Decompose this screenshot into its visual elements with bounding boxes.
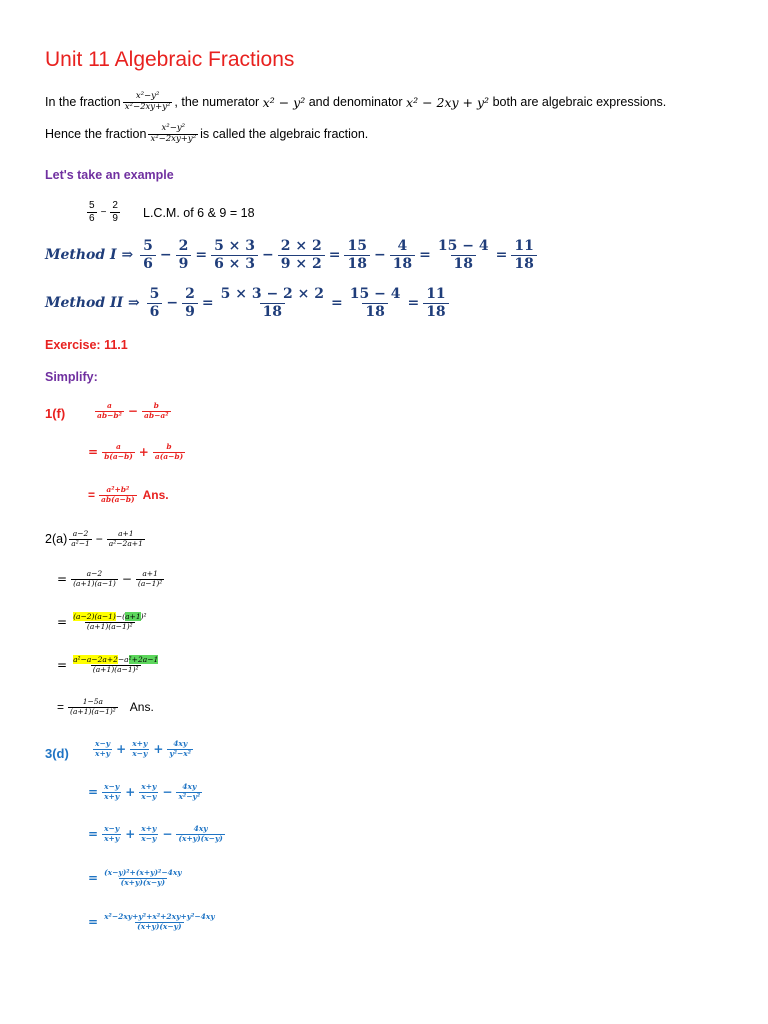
q2a-step-2	[57, 570, 166, 588]
q2a-step-3	[57, 613, 151, 631]
fraction	[107, 530, 145, 548]
denominator: 9	[182, 303, 198, 321]
fraction	[182, 286, 198, 321]
denominator: 18	[423, 303, 448, 321]
denominator: ab−b²	[97, 410, 122, 420]
numerator: 2 × 2	[280, 238, 322, 254]
numerator: x−y	[104, 782, 120, 791]
fraction	[344, 238, 369, 273]
method-2	[45, 286, 451, 321]
denominator: x+y	[104, 833, 120, 843]
operator: =	[57, 572, 68, 587]
q3d-step-1	[91, 740, 195, 758]
q2a-step-4	[57, 656, 162, 674]
numerator: 1−5a	[82, 697, 104, 706]
operator: −	[162, 785, 173, 800]
operator: =	[57, 700, 65, 715]
numerator: a²−a−2a+2−a²+2a−1	[73, 655, 159, 664]
denominator: a(a−b)	[154, 451, 184, 461]
fraction	[142, 402, 171, 420]
fraction	[390, 238, 415, 273]
operator: =	[88, 915, 99, 930]
question-label: 1(f)	[45, 406, 66, 421]
operator: =	[201, 295, 214, 312]
denominator: (x+y)(x−y)	[120, 877, 166, 887]
numerator: 15 − 4	[437, 238, 489, 254]
numerator: 4xy	[193, 824, 208, 833]
denominator: 18	[260, 303, 285, 321]
denominator: 9	[176, 255, 192, 273]
operator: =	[407, 295, 420, 312]
fraction	[139, 783, 158, 801]
intro-text: , the numerator	[174, 95, 260, 110]
fraction	[176, 238, 192, 273]
q3d-step-4	[88, 869, 186, 887]
fraction	[435, 238, 492, 273]
denominator: ab−a²	[143, 410, 169, 420]
denominator: x−y	[141, 791, 157, 801]
denominator: x−y	[132, 748, 148, 758]
denominator: a²−1	[71, 538, 90, 548]
operator: −	[127, 404, 138, 419]
intro-line-1	[45, 92, 666, 113]
operator: −	[162, 827, 173, 842]
fraction	[99, 486, 137, 504]
operator: −	[100, 206, 107, 218]
q2a-step-5	[57, 698, 154, 716]
denominator-expression: x² − 2xy + y²	[406, 94, 490, 110]
operator: +	[153, 742, 164, 757]
numerator: 5 × 3 − 2 × 2	[220, 286, 325, 302]
operator: +	[125, 827, 136, 842]
fraction	[423, 286, 448, 321]
fraction	[147, 286, 163, 321]
fraction	[511, 238, 536, 273]
fraction	[167, 740, 193, 758]
numerator: a−2	[72, 529, 89, 538]
denominator: 18	[362, 303, 387, 321]
denominator: 18	[511, 255, 536, 273]
denominator: b(a−b)	[104, 451, 133, 461]
denominator: (a+1)(a−1)²	[92, 664, 139, 674]
fraction	[69, 530, 92, 548]
numerator: 11	[426, 286, 446, 302]
operator: −	[159, 247, 172, 264]
fraction	[102, 913, 217, 931]
numerator: x²−2xy+y²+x²+2xy+y²−4xy	[104, 912, 215, 921]
fraction	[140, 238, 156, 273]
denominator: x²−2xy+y²	[124, 101, 171, 112]
fraction	[71, 656, 160, 674]
fraction	[176, 825, 224, 843]
operator: −	[373, 247, 386, 264]
numerator-expression: x² − y²	[262, 94, 306, 110]
fraction	[71, 570, 118, 588]
numerator: x−y	[104, 824, 120, 833]
numerator: a+1	[142, 569, 158, 578]
numerator: 5 × 3	[214, 238, 256, 254]
fraction	[218, 286, 327, 321]
denominator: (x+y)(x−y)	[178, 833, 223, 843]
q2a-step-1	[45, 530, 147, 548]
fraction	[176, 783, 202, 801]
numerator: x²−y²	[135, 91, 160, 101]
operator: −	[121, 572, 132, 587]
denominator: 6 × 3	[211, 255, 258, 273]
numerator: b	[153, 401, 159, 410]
operator: −	[95, 532, 103, 547]
question-label: 2(a)	[45, 532, 68, 547]
lcm-note: L.C.M. of 6 & 9 = 18	[143, 206, 255, 220]
fraction	[102, 443, 135, 461]
fraction	[95, 402, 124, 420]
denominator: x+y	[104, 791, 120, 801]
intro-text: In the fraction	[45, 95, 121, 110]
simplify-heading: Simplify:	[45, 370, 98, 384]
answer-label: Ans.	[142, 488, 169, 503]
operator: =	[328, 247, 341, 264]
fraction	[130, 740, 149, 758]
operator: −	[166, 295, 179, 312]
numerator: 2	[185, 286, 195, 302]
q3d-step-5	[88, 913, 219, 931]
numerator: (a−2)(a−1)−(a+1)²	[73, 612, 147, 621]
numerator: 2	[112, 200, 118, 211]
fraction	[153, 443, 185, 461]
operator: +	[116, 742, 127, 757]
numerator: x−y	[95, 739, 111, 748]
fraction	[71, 613, 148, 631]
numerator: x+y	[141, 782, 157, 791]
q3d-step-2	[88, 783, 204, 801]
fraction	[347, 286, 404, 321]
denominator: 6	[147, 303, 163, 321]
operator: =	[57, 615, 68, 630]
numerator: 4xy	[182, 782, 197, 791]
fraction	[102, 869, 184, 887]
operator: =	[88, 445, 99, 460]
denominator: (a+1)(a−1)²	[86, 621, 133, 631]
denominator: 9 × 2	[278, 255, 325, 273]
denominator: (x+y)(x−y)	[137, 921, 182, 931]
q1f-step-2	[88, 443, 187, 461]
numerator: 4	[397, 238, 408, 254]
numerator: a	[115, 442, 121, 451]
fraction	[102, 783, 121, 801]
answer-label: Ans.	[129, 700, 154, 715]
operator: =	[88, 871, 99, 886]
numerator: x+y	[141, 824, 157, 833]
fraction	[87, 200, 97, 224]
operator: −	[262, 247, 274, 264]
denominator: (a+1)(a−1)²	[70, 706, 116, 716]
operator: =	[495, 247, 508, 264]
intro-text: and denominator	[308, 95, 403, 110]
numerator: 4xy	[173, 739, 188, 748]
q3d-step-3	[88, 825, 227, 843]
fraction	[278, 238, 325, 273]
operator: =	[88, 488, 96, 503]
denominator: x²−y²	[178, 791, 201, 801]
intro-text: is called the algebraic fraction.	[200, 127, 369, 142]
operator: =	[419, 247, 431, 264]
example-heading: Let's take an example	[45, 168, 174, 182]
fraction	[211, 238, 258, 273]
numerator: 5	[149, 286, 160, 302]
numerator: a²+b²	[106, 485, 130, 494]
denominator: x²−2xy+y²	[150, 133, 197, 144]
operator: =	[88, 827, 99, 842]
numerator: 5	[143, 238, 153, 254]
numerator: 5	[89, 200, 95, 211]
numerator: x+y	[132, 739, 148, 748]
denominator: y²−x²	[169, 748, 192, 758]
fraction	[139, 825, 158, 843]
operator: =	[57, 658, 68, 673]
numerator: 15 − 4	[349, 286, 401, 302]
denominator: a²−2a+1	[108, 538, 143, 548]
denominator: 9	[112, 212, 118, 224]
denominator: 18	[451, 255, 476, 273]
question-label: 3(d)	[45, 746, 69, 761]
denominator: 6	[140, 255, 156, 273]
method-1	[45, 238, 539, 273]
operator: +	[125, 785, 136, 800]
operator: =	[331, 295, 343, 312]
denominator: (a+1)(a−1)	[73, 578, 116, 588]
numerator: 11	[514, 238, 534, 254]
denominator: 6	[89, 212, 95, 224]
page-title: Unit 11 Algebraic Fractions	[45, 48, 295, 71]
numerator: (x−y)²+(x+y)²−4xy	[104, 868, 182, 877]
intro-line-2	[45, 124, 368, 145]
numerator: a+1	[118, 529, 134, 538]
fraction	[68, 698, 118, 716]
operator: =	[88, 785, 99, 800]
denominator: ab(a−b)	[101, 494, 135, 504]
exercise-heading: Exercise: 11.1	[45, 338, 128, 352]
q1f-step-3	[88, 486, 169, 504]
numerator: a	[107, 401, 112, 410]
denominator: x+y	[95, 748, 111, 758]
operator: +	[138, 445, 149, 460]
method-label: Method II ⇒	[45, 295, 140, 312]
numerator: a−2	[86, 569, 103, 578]
fraction	[110, 200, 120, 224]
fraction	[102, 825, 121, 843]
denominator: (a−1)²	[137, 578, 163, 588]
q1f-step-1	[93, 402, 173, 420]
method-label: Method I ⇒	[45, 247, 134, 264]
numerator: 2	[178, 238, 189, 254]
denominator: 18	[390, 255, 415, 273]
numerator: 15	[347, 238, 367, 254]
denominator: x−y	[141, 833, 157, 843]
fraction	[136, 570, 164, 588]
numerator: x²−y²	[161, 123, 186, 133]
fraction	[93, 740, 112, 758]
numerator: b	[166, 442, 172, 451]
denominator: 18	[344, 255, 369, 273]
operator: =	[195, 247, 208, 264]
fraction	[123, 92, 173, 113]
example-expression	[85, 200, 122, 224]
fraction	[148, 124, 198, 145]
intro-text: both are algebraic expressions.	[492, 95, 667, 110]
intro-text: Hence the fraction	[45, 127, 147, 142]
